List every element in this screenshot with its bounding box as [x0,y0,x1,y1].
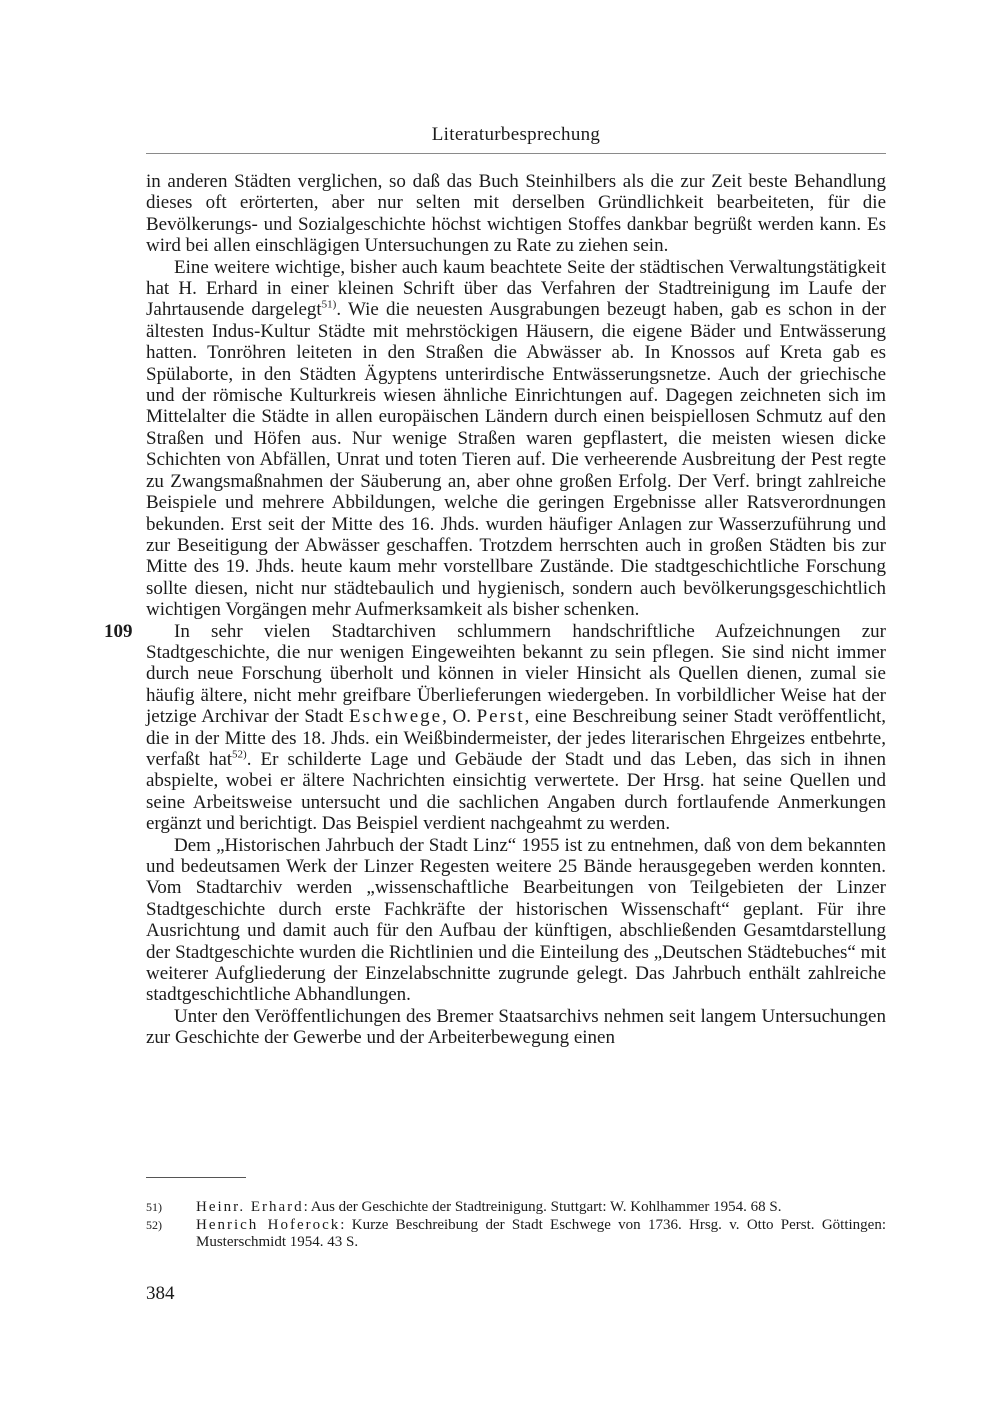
spaced-name-eschwege: Eschwege [349,706,443,728]
spaced-name-perst: Perst [476,706,525,728]
footnote-author: Henrich Hoferock [196,1216,341,1233]
section-number: 109 [104,620,133,642]
paragraph-5: Unter den Veröffentlichungen des Bremer Staatsarchivs nehmen seit langem Untersuchungen zur Geschichte der Gewerbe und der Arbeiterbewegung einen [146,1005,886,1049]
footnote-author: Heinr. Erhard [196,1199,304,1215]
paragraph-3: In sehr vielen Stadtarchiven schlummern handschriftliche Aufzeichnungen zur Stadtgeschichte, die nur wenigen Eingeweihten bekannt zu sein pflegen. Sie sind nicht immer durch neue Forschung überholt und können in vieler Hinsicht als Quellen dienen, zumal sie häufig ältere, nicht mehr greifbare Überlieferungen wiedergeben. In vorbildlicher Weise hat der jetzige Archivar der Stadt Eschwege, O. Perst, eine Beschreibung seiner Stadt veröffentlicht, die in der Mitte des 18. Jhds. ein Weißbindermeister, der jedes literarischen Ehrgeizes entbehrte, verfaßt hat$^{52)}$. Er schilderte Lage und Gebäude der Stadt und das Leben, das sich in ihnen abspielte, wobei er ältere Nachrichten einsichtig verwertete. Der Hrsg. hat seine Quellen und seine Arbeitsweise untersucht und die sachlichen Angaben durch fortlaufende Anmerkungen ergänzt und berichtigt. Das Beispiel verdient nachgeahmt zu werden. [146,620,886,835]
paragraph-4: Dem „Historischen Jahrbuch der Stadt Linz“ 1955 ist zu entnehmen, daß von dem bekannten und bedeutsamen Werk der Linzer Regesten weitere 25 Bände herausgegeben werden konnten. Vom Stadtarchiv werden „wissenschaftliche Bearbeitungen von Teilgebieten der Linzer Stadtgeschichte durch erste Fachkräfte der historischen Wissenschaft“ geplant. Für ihre Ausrichtung und damit auch für den Aufbau der künftigen, abschließenden Gesamtdarstellung der Stadtgeschichte wurden die Richtlinien und die Einteilung des „Deutschen Städtebuches“ mit weiterer Aufgliederung der Einzelabschnitte zugrunde gelegt. Das Jahrbuch enthält zahlreiche stadtgeschichtliche Abhandlungen. [146,834,886,1006]
footnote-rule [146,1177,246,1178]
body-text [104,171,887,1049]
paragraph-1: in anderen Städten verglichen, so daß das Buch Steinhilbers als die zur Zeit beste Behandlung dieses oft erörterten, aber nur selten mit derselben Gründlichkeit bearbeiteten, für die Bevölkerungs- und Sozialgeschichte höchst wichtigen Stoffes dankbar begrüßt werden kann. Es wird bei allen einschlägigen Untersuchungen zu Rate zu ziehen sein. [146,171,886,257]
footnote-mark: 51) [146,1200,162,1214]
footnote-text: : Kurze Beschreibung der Stadt Eschwege von 1736. Hrsg. v. Otto Perst. Göttingen: Musterschmidt 1954. 43 S. [196,1216,887,1250]
footnote-ref-52: 52) [232,748,247,761]
footnotes [146,1199,886,1252]
footnote-52 [146,1217,886,1252]
page-number: 384 [146,1283,175,1304]
paragraph-2: Eine weitere wichtige, bisher auch kaum beachtete Seite der städtischen Verwaltungstätigkeit hat H. Erhard in einer kleinen Schrift über das Verfahren der Stadtreinigung im Laufe der Jahrtausende dargelegt$^{51)}$. Wie die neuesten Ausgrabungen bezeugt haben, gab es schon in der ältesten Indus-Kultur Städte mit mehrstöckigen Häusern, die eigene Bäder und Entwässerung hatten. Tonröhren leiteten in den Straßen die Abwässer ab. In Knossos auf Kreta gab es Spülaborte, in den Städten Ägyptens unterirdische Entwässerungsnetze. Auch der griechische und der römische Kulturkreis wiesen ähnliche Einrichtungen auf. Dagegen zeichneten sich im Mittelalter die Städte in allen europäischen Ländern durch einen beispiellosen Schmutz auf den Straßen und Höfen aus. Nur wenige Straßen waren gepflastert, die meisten wiesen dicke Schichten von Abfällen, Unrat und toten Tieren auf. Die verheerende Ausbreitung der Pest regte zu Zwangsmaßnahmen der Säuberung an, aber ohne großen Erfolg. Der Verf. bringt zahlreiche Beispiele und mehrere Abbildungen, welche die geringen Ergebnisse aller Ratsverordnungen bekunden. Erst seit der Mitte des 16. Jhds. wurden häufiger Anlagen zur Wasserzuführung und zur Beseitigung der Abwässer geschaffen. Trotzdem herrschten auch in großen Städten bis zur Mitte des 19. Jhds. heute kaum mehr vorstellbare Zustände. Die stadtgeschichtliche Forschung sollte diesen, nicht nur städtebaulich und hygienisch, sondern auch bevölkerungsgeschichtlich wichtigen Vorgängen mehr Aufmerksamkeit als bisher schenken. [146,256,887,621]
running-header: Literaturbesprechung [431,124,601,145]
footnote-51 [146,1199,886,1217]
section-109 [104,620,886,835]
footnote-ref-51: 51) [321,299,337,312]
footnote-text: : Aus der Geschichte der Stadtreinigung. Stuttgart: W. Kohlhammer 1954. 68 S. [303,1199,782,1215]
header-rule [146,153,886,154]
footnote-mark: 52) [146,1217,162,1232]
